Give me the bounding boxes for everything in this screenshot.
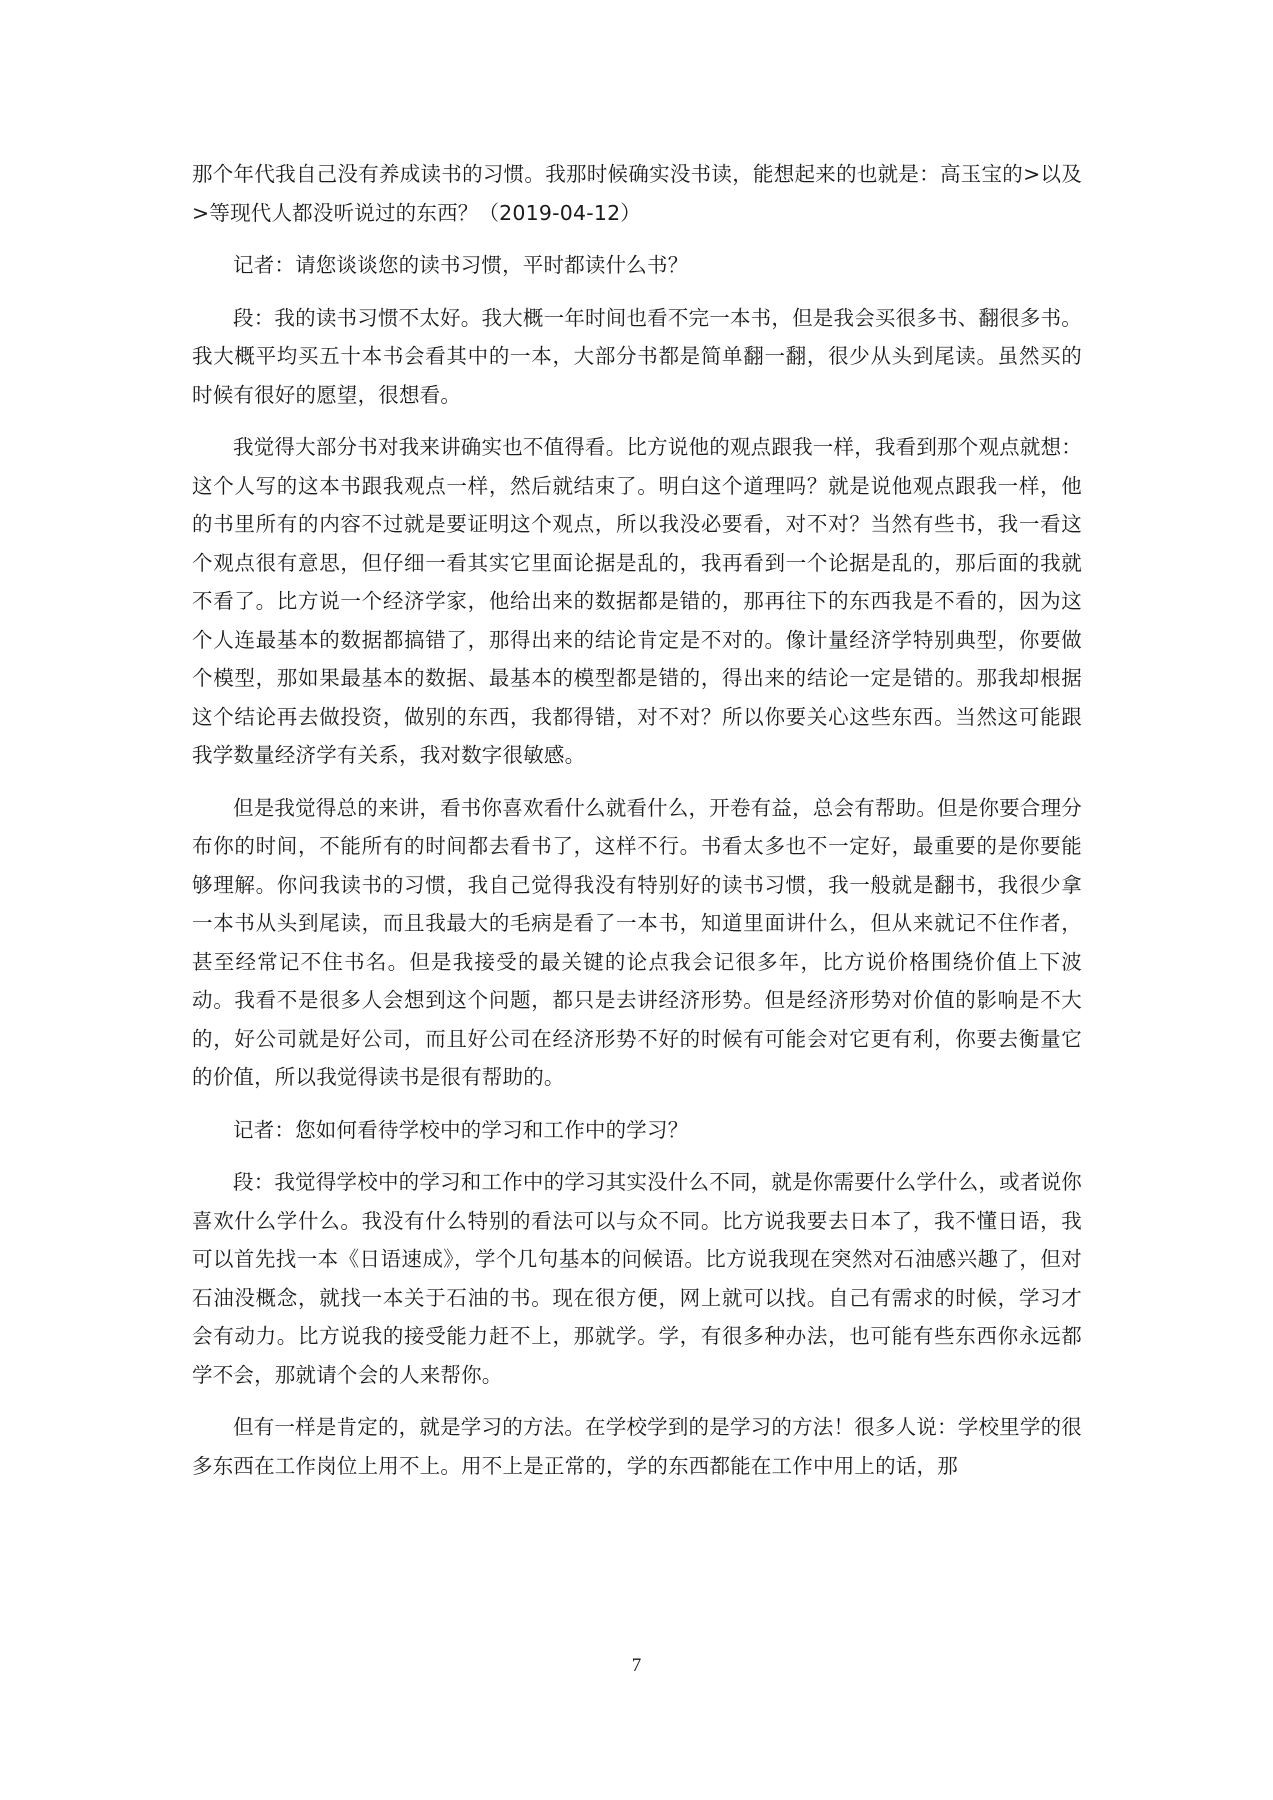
answer-learning: 段：我觉得学校中的学习和工作中的学习其实没什么不同，就是你需要什么学什么，或者说你喜欢什么学什么。我没有什么特别的看法可以与众不同。比方说我要去日本了，我不懂日语，我可以首先找一本《日语速成》，学个几句基本的问候语。比方说我现在突然对石油感兴趣了，但对石油没概念，就找一本关于石油的书。现在很方便，网上就可以找。自己有需求的时候，学习才会有动力。比方说我的接受能力赶不上，那就学。学，有很多种办法，也可能有些东西你永远都学不会，那就请个会的人来帮你。 [192, 1170, 1082, 1387]
paragraph-books-not-worth-reading: 我觉得大部分书对我来讲确实也不值得看。比方说他的观点跟我一样，我看到那个观点就想：这个人写的这本书跟我观点一样，然后就结束了。明白这个道理吗？就是说他观点跟我一样，他的书里所有的内容不过就是要证明这个观点，所以我没必要看，对不对？当然有些书，我一看这个观点很有意思，但仔细一看其实它里面论据是乱的，我再看到一个论据是乱的，那后面的我就不看了。比方说一个经济学家，他给出来的数据都是错的，那再往下的东西我是不看的，因为这个人连最基本的数据都搞错了，那得出来的结论肯定是不对的。像计量经济学特别典型，你要做个模型，那如果最基本的数据、最基本的模型都是错的，得出来的结论一定是错的。那我却根据这个结论再去做投资，做别的东西，我都得错，对不对？所以你要关心这些东西。当然这可能跟我学数量经济学有关系，我对数字很敏感。 [192, 435, 1082, 767]
page-number: 7 [631, 1655, 642, 1676]
paragraph-learning-method: 但有一样是肯定的，就是学习的方法。在学校学到的是学习的方法！很多人说：学校里学的很多东西在工作岗位上用不上。用不上是正常的，学的东西都能在工作中用上的话，那 [192, 1415, 1082, 1478]
reporter-question-reading-habits: 记者：请您谈谈您的读书习惯，平时都读什么书？ [233, 253, 689, 277]
body-text [192, 155, 1082, 1499]
paragraph-reading-is-helpful: 但是我觉得总的来讲，看书你喜欢看什么就看什么，开卷有益，总会有帮助。但是你要合理分布你的时间，不能所有的时间都去看书了，这样不行。书看太多也不一定好，最重要的是你要能够理解。你问我读书的习惯，我自己觉得我没有特别好的读书习惯，我一般就是翻书，我很少拿一本书从头到尾读，而且我最大的毛病是看了一本书，知道里面讲什么，但从来就记不住作者，甚至经常记不住书名。但是我接受的最关键的论点我会记很多年，比方说价格围绕价值上下波动。我看不是很多人会想到这个问题，都只是去讲经济形势。但是经济形势对价值的影响是不大的，好公司就是好公司，而且好公司在经济形势不好的时候有可能会对它更有利，你要去衡量它的价值，所以我觉得读书是很有帮助的。 [192, 795, 1082, 1089]
answer-reading-habits: 段：我的读书习惯不太好。我大概一年时间也看不完一本书，但是我会买很多书、翻很多书。我大概平均买五十本书会看其中的一本，大部分书都是简单翻一翻，很少从头到尾读。虽然买的时候有很好的愿望，很想看。 [192, 305, 1082, 407]
reporter-question-learning: 记者：您如何看待学校中的学习和工作中的学习？ [233, 1117, 689, 1142]
paragraph-continued: 那个年代我自己没有养成读书的习惯。我那时候确实没书读，能想起来的也就是：高玉宝的>以及>等现代人都没听说过的东西？（2019-04-12） [192, 162, 1082, 225]
